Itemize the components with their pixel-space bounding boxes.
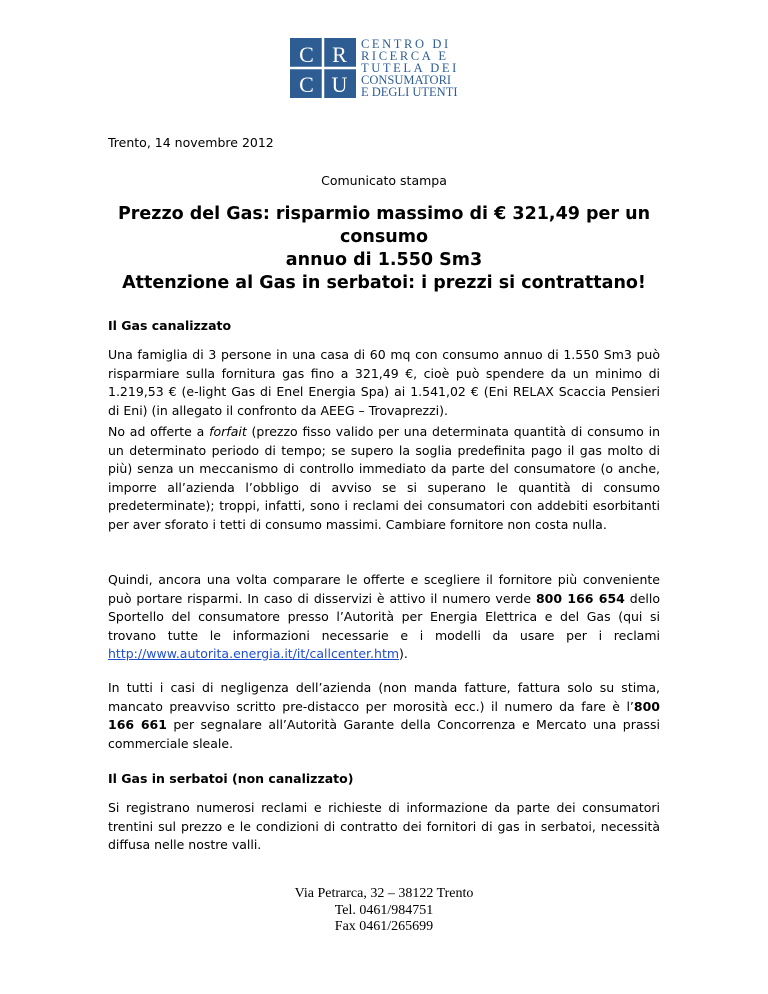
paragraph-savings: Una famiglia di 3 persone in una casa di 60 mq con consumo annuo di 1.550 Sm3 può risparmiare sulla fornitura gas fino a 321,49 €, cioè può spendere da un minimo di 1.219,53 € (e-light Gas di Enel Energia Spa) ai 1.541,02 € (Eni RELAX Scaccia Pensieri di Eni) (in allegato il confronto da AEEG – Trovaprezzi).	[108, 347, 660, 418]
text-run: ).	[399, 646, 408, 661]
text-run: In tutti i casi di negligenza dell’azienda (non manda fatture, fattura solo su stima, mancato preavviso scritto pre-distacco per morosità ecc.) il numero da fare è l’	[108, 680, 660, 714]
paragraph-negligence	[108, 679, 660, 753]
text-run: dello Sportello del consumatore presso l’Autorità per Energia Elettrica e del Gas (qui si trovano tutte le informazioni necessarie e i modelli da usare per i reclami	[108, 590, 660, 643]
section-heading-gas-canalizzato: Il Gas canalizzato	[108, 318, 232, 333]
logo-letter: C	[299, 42, 314, 67]
footer-address	[0, 886, 768, 936]
press-release-label: Comunicato stampa	[321, 173, 447, 188]
text-run: per segnalare all’Autorità Garante della Concorrenza e Mercato una prassi commerciale sleale.	[108, 717, 660, 751]
logo-line-1: CENTRO DI	[361, 37, 451, 51]
title-line-1: Prezzo del Gas: risparmio massimo di € 321,49 per un consumo	[117, 204, 651, 247]
logo-line-2: RICERCA E	[361, 49, 449, 63]
footer-tel: Tel. 0461/984751	[334, 902, 434, 918]
phone-number-bold: 800 166 654	[535, 590, 625, 606]
paragraph-tanks: Si registrano numerosi reclami e richieste di informazione da parte dei consumatori trentini sul prezzo e le condizioni di contratto dei fornitori di gas in serbatoi, necessità diffusa nelle nostre valli.	[108, 800, 660, 852]
callcenter-link[interactable]: http://www.autorita.energia.it/it/callcenter.htm	[108, 646, 400, 661]
text-run: (prezzo fisso valido per una determinata quantità di consumo in un determinato periodo di tempo; se supero la soglia predefinita pago il gas molto di più) senza un meccanismo di controllo immediato da parte del consumatore (o anche, imporre all’azienda l’obbligo di avviso se si superano le quantità di consumo predeterminate); troppi, infatti, sono i reclami dei consumatori con addebiti esorbitanti per aver sforato i tetti di consumo massimi. Cambiare fornitore non costa nulla.	[108, 424, 661, 532]
logo-letter: C	[299, 72, 314, 97]
logo-line-5: E DEGLI UTENTI	[361, 85, 458, 99]
page-title	[100, 203, 668, 295]
title-line-2: annuo di 1.550 Sm3	[285, 250, 483, 270]
logo-line-3: TUTELA DEI	[361, 61, 459, 75]
phone-number-bold: 800 166 661	[108, 698, 660, 732]
dateline: Trento, 14 novembre 2012	[108, 135, 274, 150]
logo-line-4: CONSUMATORI	[361, 73, 452, 87]
text-run: Quindi, ancora una volta comparare le offerte e scegliere il fornitore più conveniente può portare risparmi. In caso di disservizi è attivo il numero verde	[108, 572, 660, 606]
logo-wordmark	[361, 38, 459, 98]
logo-letter: R	[332, 42, 347, 67]
paragraph-forfait	[108, 423, 660, 534]
section-heading-gas-serbatoi: Il Gas in serbatoi (non canalizzato)	[108, 771, 354, 786]
footer-street: Via Petrarca, 32 – 38122 Trento	[294, 886, 474, 901]
title-line-3: Attenzione al Gas in serbatoi: i prezzi si contrattano!	[122, 273, 646, 293]
paragraph-compare-offers	[108, 571, 660, 664]
footer-fax: Fax 0461/265699	[334, 919, 434, 934]
text-run: No ad offerte a	[108, 424, 210, 439]
logo-letter: U	[331, 72, 348, 97]
text-italic: forfait	[209, 424, 247, 439]
